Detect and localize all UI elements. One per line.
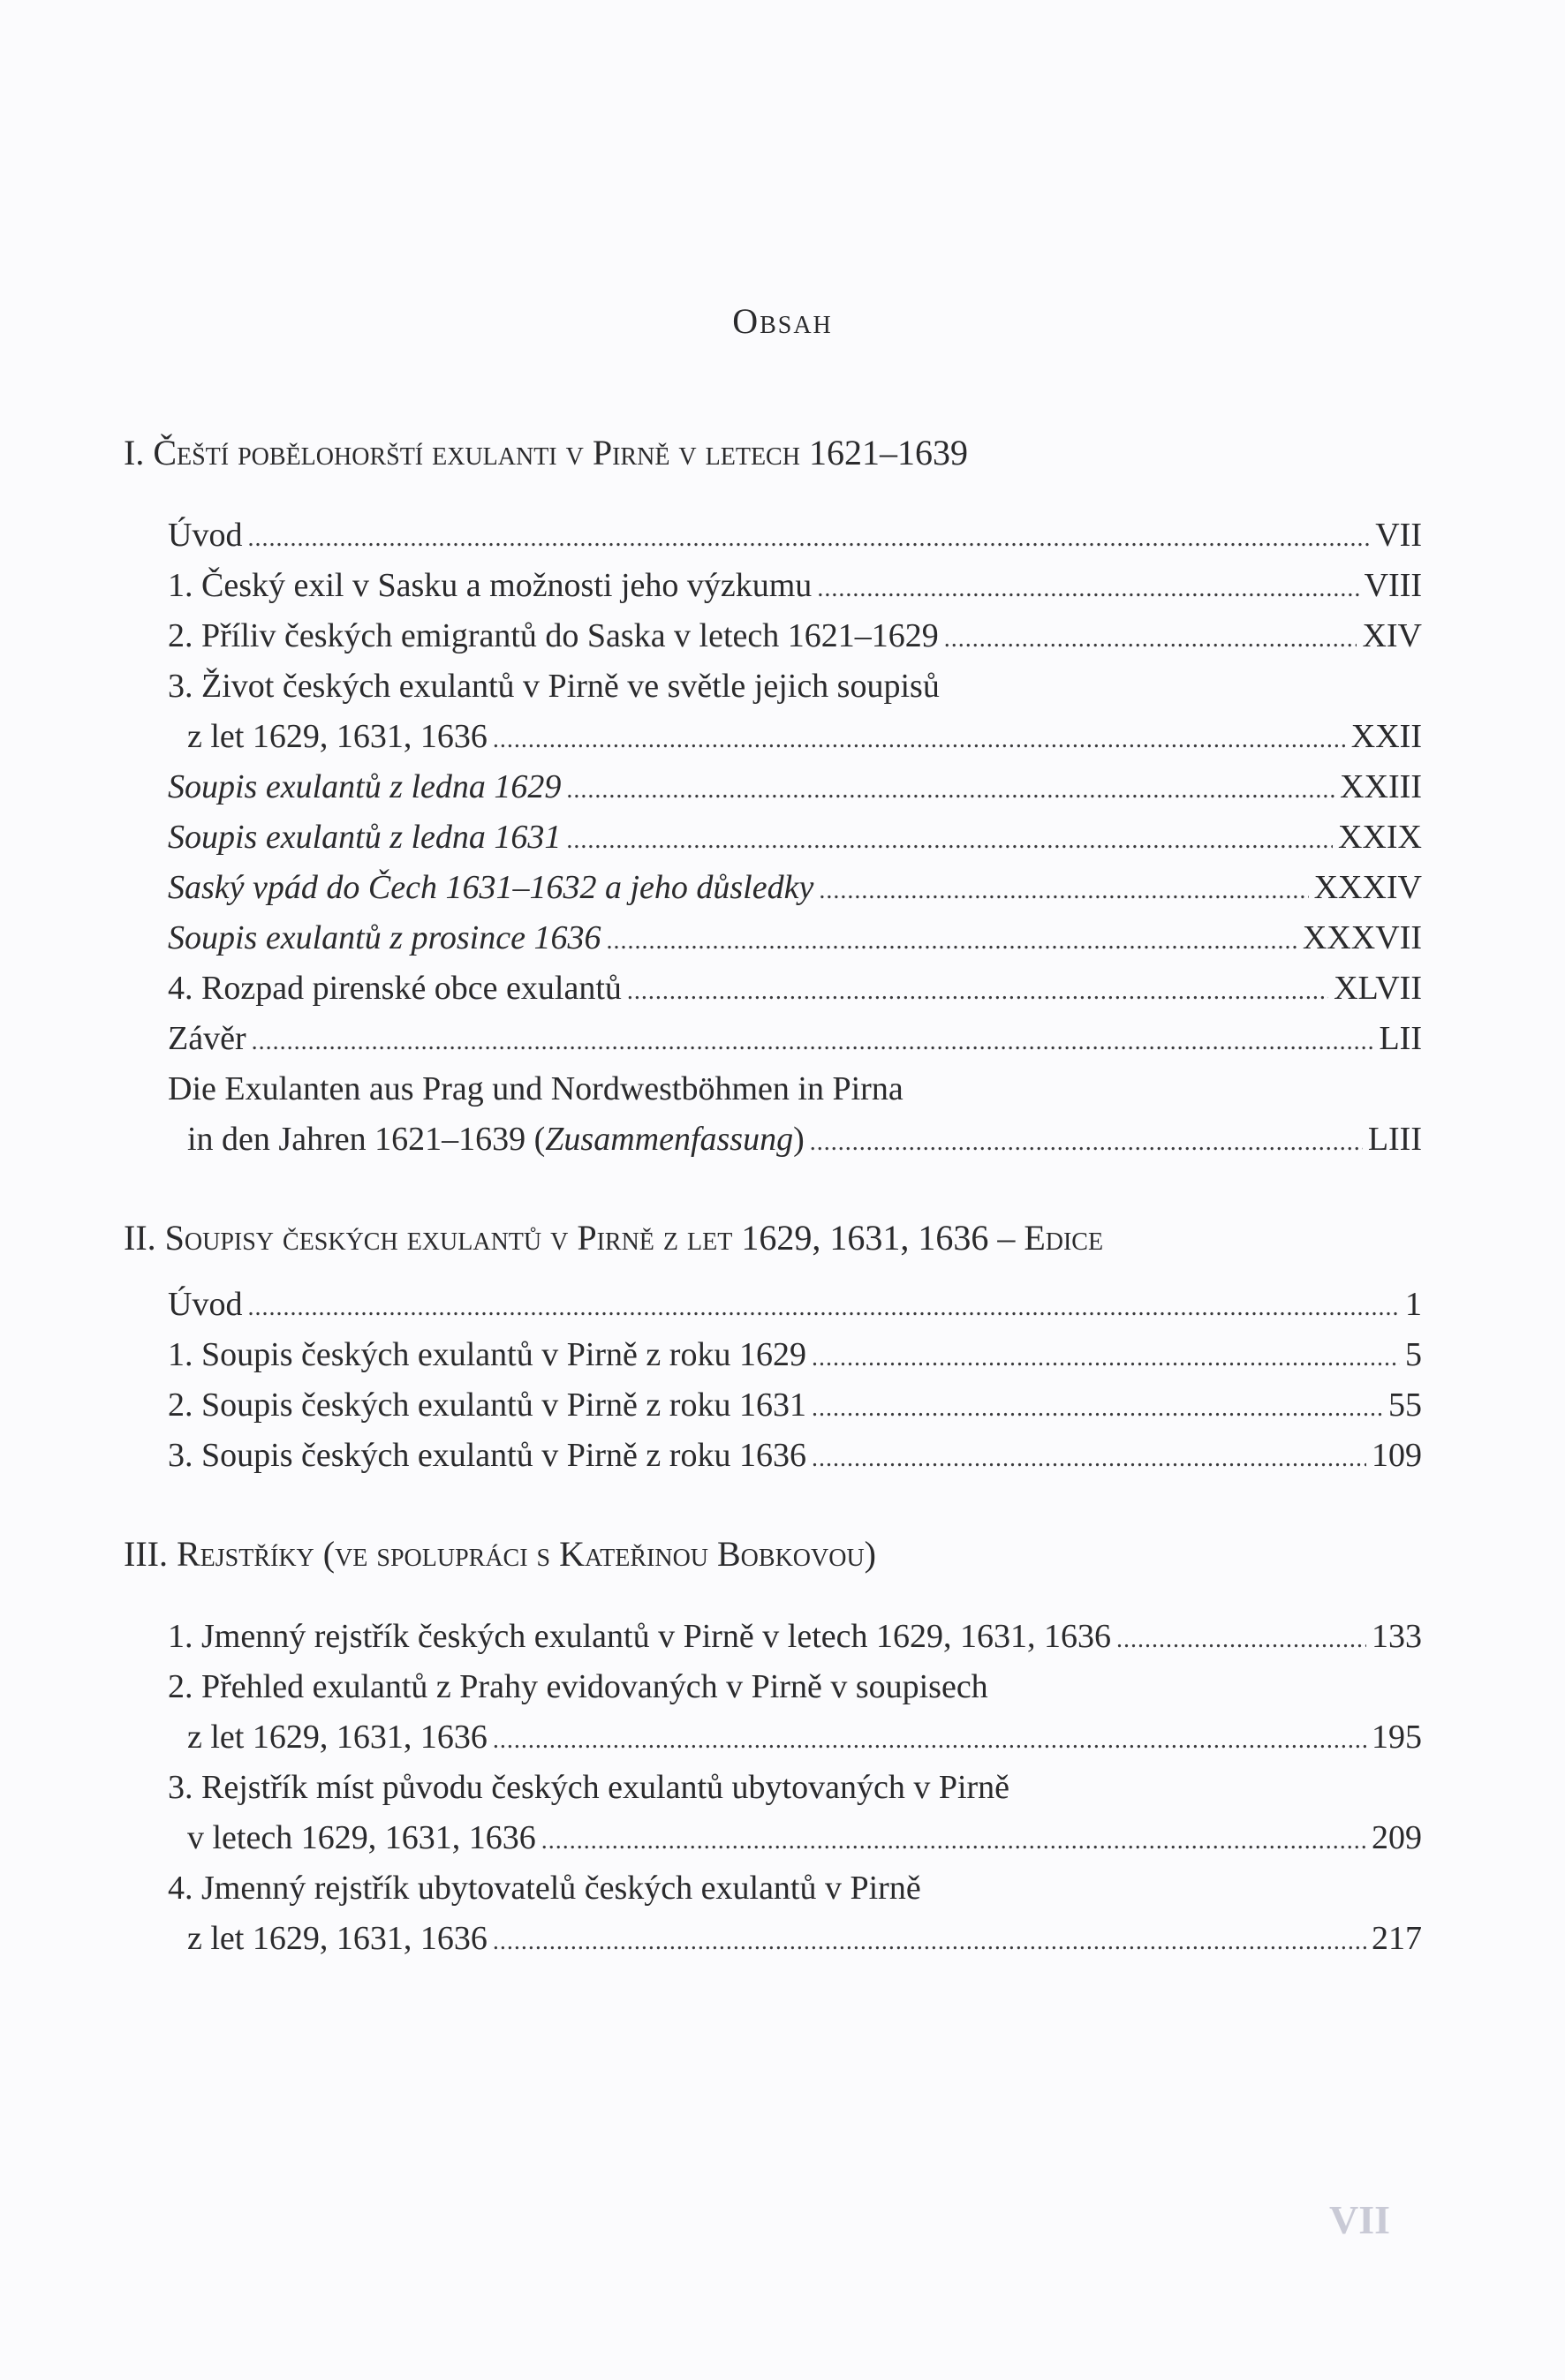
- dot-leader: [627, 978, 1328, 1005]
- entry-label: [187, 1114, 805, 1165]
- entry-label: Závěr: [168, 1020, 246, 1057]
- entry-label-line1: 4. Jmenný rejstřík ubytovatelů českých exulantů v Pirně: [168, 1870, 921, 1907]
- entry-label-line1: 3. Rejstřík míst původu českých exulantů ubytovaných v Pirně: [168, 1769, 1010, 1806]
- toc-entry[interactable]: [168, 510, 1422, 561]
- entry-page: XLVII: [1334, 970, 1422, 1007]
- entry-label: z let 1629, 1631, 1636: [187, 718, 488, 755]
- dot-leader: [812, 1345, 1400, 1371]
- page-folio: VII: [1329, 2197, 1391, 2242]
- entry-page: 1: [1405, 1286, 1422, 1323]
- dot-leader: [566, 777, 1334, 804]
- entry-label: Soupis exulantů z ledna 1631: [168, 819, 562, 856]
- entry-label-line1: 2. Přehled exulantů z Prahy evidovaných v Pirně v soupisech: [168, 1668, 988, 1705]
- entry-label: 3. Soupis českých exulantů v Pirně z roku 1636: [168, 1437, 806, 1474]
- toc-entry[interactable]: [168, 1813, 1422, 1863]
- toc-section-2: [124, 1216, 1422, 1481]
- entry-label: Úvod: [168, 1286, 243, 1323]
- dot-leader: [812, 1446, 1366, 1472]
- entry-page: VII: [1375, 517, 1422, 554]
- entry-label: 1. Jmenný rejstřík českých exulantů v Pirně v letech 1629, 1631, 1636: [168, 1618, 1112, 1655]
- toc-entry[interactable]: [168, 1612, 1422, 1662]
- entry-label: z let 1629, 1631, 1636: [187, 1719, 488, 1756]
- dot-leader: [819, 878, 1308, 904]
- entry-label: 1. Český exil v Sasku a možnosti jeho výzkumu: [168, 567, 813, 604]
- toc-entry[interactable]: [168, 1114, 1422, 1165]
- entry-label: 2. Soupis českých exulantů v Pirně z roku 1631: [168, 1386, 806, 1424]
- entry-page: 5: [1405, 1336, 1422, 1373]
- entry-label: Úvod: [168, 517, 243, 554]
- entry-label: Soupis exulantů z ledna 1629: [168, 768, 562, 805]
- dot-leader: [566, 827, 1333, 854]
- toc-entry[interactable]: [168, 1014, 1422, 1064]
- entry-label-line1: 3. Život českých exulantů v Pirně ve světle jejich soupisů: [168, 668, 940, 705]
- entry-page: LII: [1379, 1020, 1422, 1057]
- entry-page: VIII: [1364, 567, 1422, 604]
- entry-page: 109: [1372, 1437, 1422, 1474]
- page-title: Obsah: [732, 301, 833, 341]
- entry-page: LIII: [1367, 1121, 1422, 1158]
- entry-page: XXIII: [1340, 768, 1422, 805]
- section-heading: II. Soupisy českých exulantů v Pirně z let 1629, 1631, 1636 – Edice: [124, 1218, 1104, 1258]
- toc-entry[interactable]: [168, 611, 1422, 661]
- toc-section-3: [124, 1532, 1422, 1964]
- dot-leader: [493, 727, 1346, 753]
- entry-page: 133: [1372, 1618, 1422, 1655]
- toc-entry[interactable]: [168, 561, 1422, 611]
- toc-entry[interactable]: [168, 1280, 1422, 1330]
- section-heading: I. Čeští pobělohorští exulanti v Pirně v letech 1621–1639: [124, 433, 968, 472]
- entry-page: XXXVII: [1302, 919, 1422, 956]
- entry-page: 55: [1388, 1386, 1422, 1424]
- toc-entry[interactable]: [168, 863, 1422, 913]
- dot-leader: [247, 525, 1370, 552]
- entry-label: 1. Soupis českých exulantů v Pirně z roku 1629: [168, 1336, 806, 1373]
- toc-entry[interactable]: [168, 1431, 1422, 1481]
- section-heading: III. Rejstříky (ve spolupráci s Kateřinou Bobkovou): [124, 1534, 877, 1574]
- toc-entry[interactable]: [168, 812, 1422, 863]
- toc-entry[interactable]: [168, 1380, 1422, 1431]
- entry-label: z let 1629, 1631, 1636: [187, 1920, 488, 1957]
- dot-leader: [493, 1727, 1366, 1754]
- dot-leader: [817, 576, 1358, 602]
- toc-entry[interactable]: [168, 712, 1422, 762]
- dot-leader: [944, 626, 1357, 653]
- dot-leader: [252, 1029, 1374, 1055]
- entry-page: 217: [1372, 1920, 1422, 1957]
- entry-label: 4. Rozpad pirenské obce exulantů: [168, 970, 622, 1007]
- dot-leader: [541, 1828, 1366, 1855]
- toc-entry[interactable]: [168, 1712, 1422, 1763]
- entry-label: Soupis exulantů z prosince 1636: [168, 919, 601, 956]
- entry-page: XXXIV: [1313, 869, 1422, 906]
- entry-page: XXIX: [1338, 819, 1422, 856]
- entry-page: 209: [1372, 1819, 1422, 1856]
- toc-entry[interactable]: [168, 762, 1422, 812]
- dot-leader: [247, 1295, 1400, 1321]
- dot-leader: [493, 1929, 1366, 1955]
- entry-page: 195: [1372, 1719, 1422, 1756]
- entry-label-end: ): [793, 1121, 805, 1158]
- entry-label-text: in den Jahren 1621–1639 (: [187, 1121, 546, 1158]
- entry-label: 2. Příliv českých emigrantů do Saska v letech 1621–1629: [168, 617, 939, 654]
- entry-label: Saský vpád do Čech 1631–1632 a jeho důsledky: [168, 869, 814, 906]
- toc-entry[interactable]: [168, 963, 1422, 1014]
- entry-page: XXII: [1350, 718, 1422, 755]
- dot-leader: [606, 928, 1297, 955]
- entry-page: XIV: [1362, 617, 1422, 654]
- dot-leader: [1116, 1627, 1366, 1653]
- toc-entry[interactable]: [168, 1330, 1422, 1380]
- toc-entry[interactable]: [168, 1914, 1422, 1964]
- toc-entry[interactable]: [168, 913, 1422, 963]
- entry-label: v letech 1629, 1631, 1636: [187, 1819, 536, 1856]
- entry-label-line1: Die Exulanten aus Prag und Nordwestböhmen in Pirna: [168, 1070, 903, 1107]
- dot-leader: [812, 1395, 1383, 1422]
- entry-label-italic: Zusammenfassung: [545, 1121, 794, 1158]
- dot-leader: [810, 1130, 1363, 1156]
- toc-section-1: [124, 431, 1422, 1165]
